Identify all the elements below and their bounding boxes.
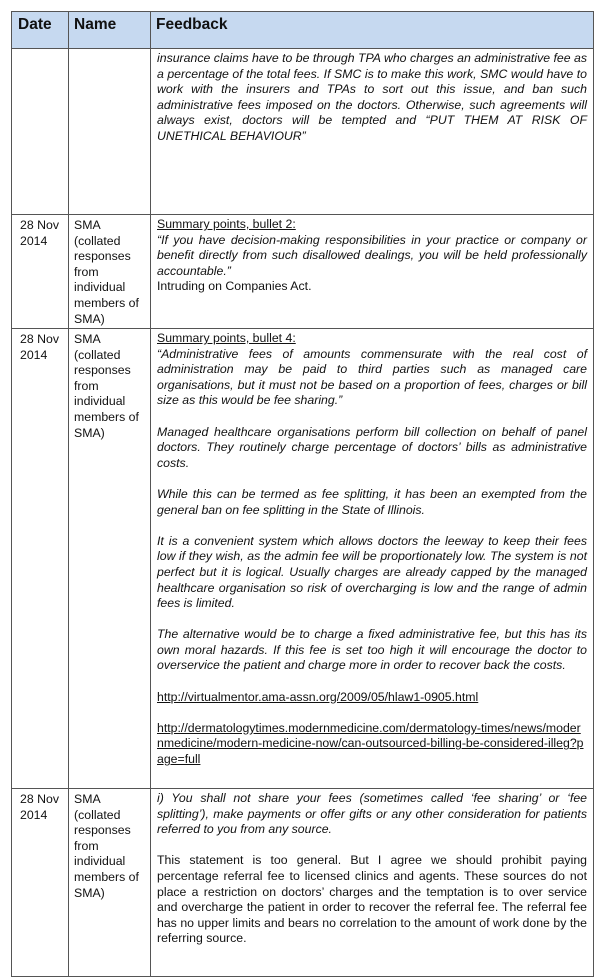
- table-row: [12, 49, 594, 215]
- date-cell: 28 Nov 2014: [12, 789, 69, 977]
- feedback-cell: [151, 49, 594, 215]
- table-row: [12, 329, 594, 789]
- reference-link-2[interactable]: http://dermatologytimes.modernmedicine.com/dermatology-times/news/modernmedicine/modern-medicine-now/can-outsourced-billing-be-considered-illeg?page=full: [157, 720, 584, 767]
- feedback-paragraph: Managed healthcare organisations perform bill collection on behalf of panel doctors. They routinely charge percentage of doctors’ bills as administrative costs.: [157, 424, 587, 470]
- feedback-comment: This statement is too general. But I agree we should prohibit paying percentage referral fee to licensed clinics and agents. These sources do not place a restriction on doctors’ charges and the temptation is to over service and overcharge the patient in order to recover the referral fee. The referral fee has no upper limits and bears no correlation to the amount of work done by the referring source.: [157, 853, 587, 946]
- feedback-quote: “Administrative fees of amounts commensurate with the real cost of administration may be paid to third parties such as managed care organisations, but it must not be based on a proportion of fees, charges or bill size as this would be fee sharing.”: [157, 346, 587, 408]
- feedback-cell: [151, 215, 594, 329]
- feedback-table: [11, 11, 594, 977]
- feedback-paragraph: While this can be termed as fee splitting, it has been an exempted from the general ban on fee splitting in the State of Illinois.: [157, 486, 587, 517]
- feedback-heading: Summary points, bullet 4:: [157, 331, 296, 345]
- reference-link-1[interactable]: http://virtualmentor.ama-assn.org/2009/05/hlaw1-0905.html: [157, 689, 479, 704]
- name-column-header: Name: [69, 12, 151, 49]
- feedback-heading: Summary points, bullet 2:: [157, 217, 296, 231]
- date-cell: 28 Nov 2014: [12, 329, 69, 789]
- date-cell: 28 Nov 2014: [12, 215, 69, 329]
- feedback-quote: i) You shall not share your fees (sometimes called ‘fee sharing’ or ‘fee splitting’), make payments or offer gifts or any other consideration for patients referred to you from any source.: [157, 791, 587, 837]
- date-cell: [12, 49, 69, 215]
- feedback-cell: [151, 329, 594, 789]
- feedback-column-header: Feedback: [151, 12, 594, 49]
- feedback-paragraph: The alternative would be to charge a fixed administrative fee, but this has its own moral hazards. If this fee is set too high it will encourage the doctor to overservice the patient and charge more in order to recover back the costs.: [157, 627, 587, 673]
- feedback-cell: [151, 789, 594, 977]
- table-row: [12, 215, 594, 329]
- header-row: [12, 12, 594, 49]
- feedback-paragraph: It is a convenient system which allows doctors the leeway to keep their fees low if they wish, as the admin fee will be proportionately low. The system is not perfect but it is logical. Usually charges are already capped by the managed healthcare organisation so risk of overcharging is low and the range of admin fees is limited.: [157, 533, 587, 611]
- name-cell: [69, 49, 151, 215]
- feedback-comment: Intruding on Companies Act.: [157, 279, 312, 294]
- table-row: [12, 789, 594, 977]
- name-cell: SMA (collated responses from individual members of SMA): [69, 329, 151, 789]
- name-cell: SMA (collated responses from individual members of SMA): [69, 215, 151, 329]
- feedback-text: insurance claims have to be through TPA who charges an administrative fee as a percentage of the total fees. If SMC is to make this work, SMC would have to work with the insurers and TPAs to sort out this issue, and ban such administrative fees imposed on the doctors. Otherwise, such agreements will always exist, doctors will be tempted and “PUT THEM AT RISK OF UNETHICAL BEHAVIOUR”: [157, 51, 587, 143]
- feedback-quote: “If you have decision-making responsibilities in your practice or company or benefit directly from such disallowed dealings, you will be held professionally accountable.”: [157, 232, 587, 278]
- date-column-header: Date: [12, 12, 69, 49]
- name-cell: SMA (collated responses from individual members of SMA): [69, 789, 151, 977]
